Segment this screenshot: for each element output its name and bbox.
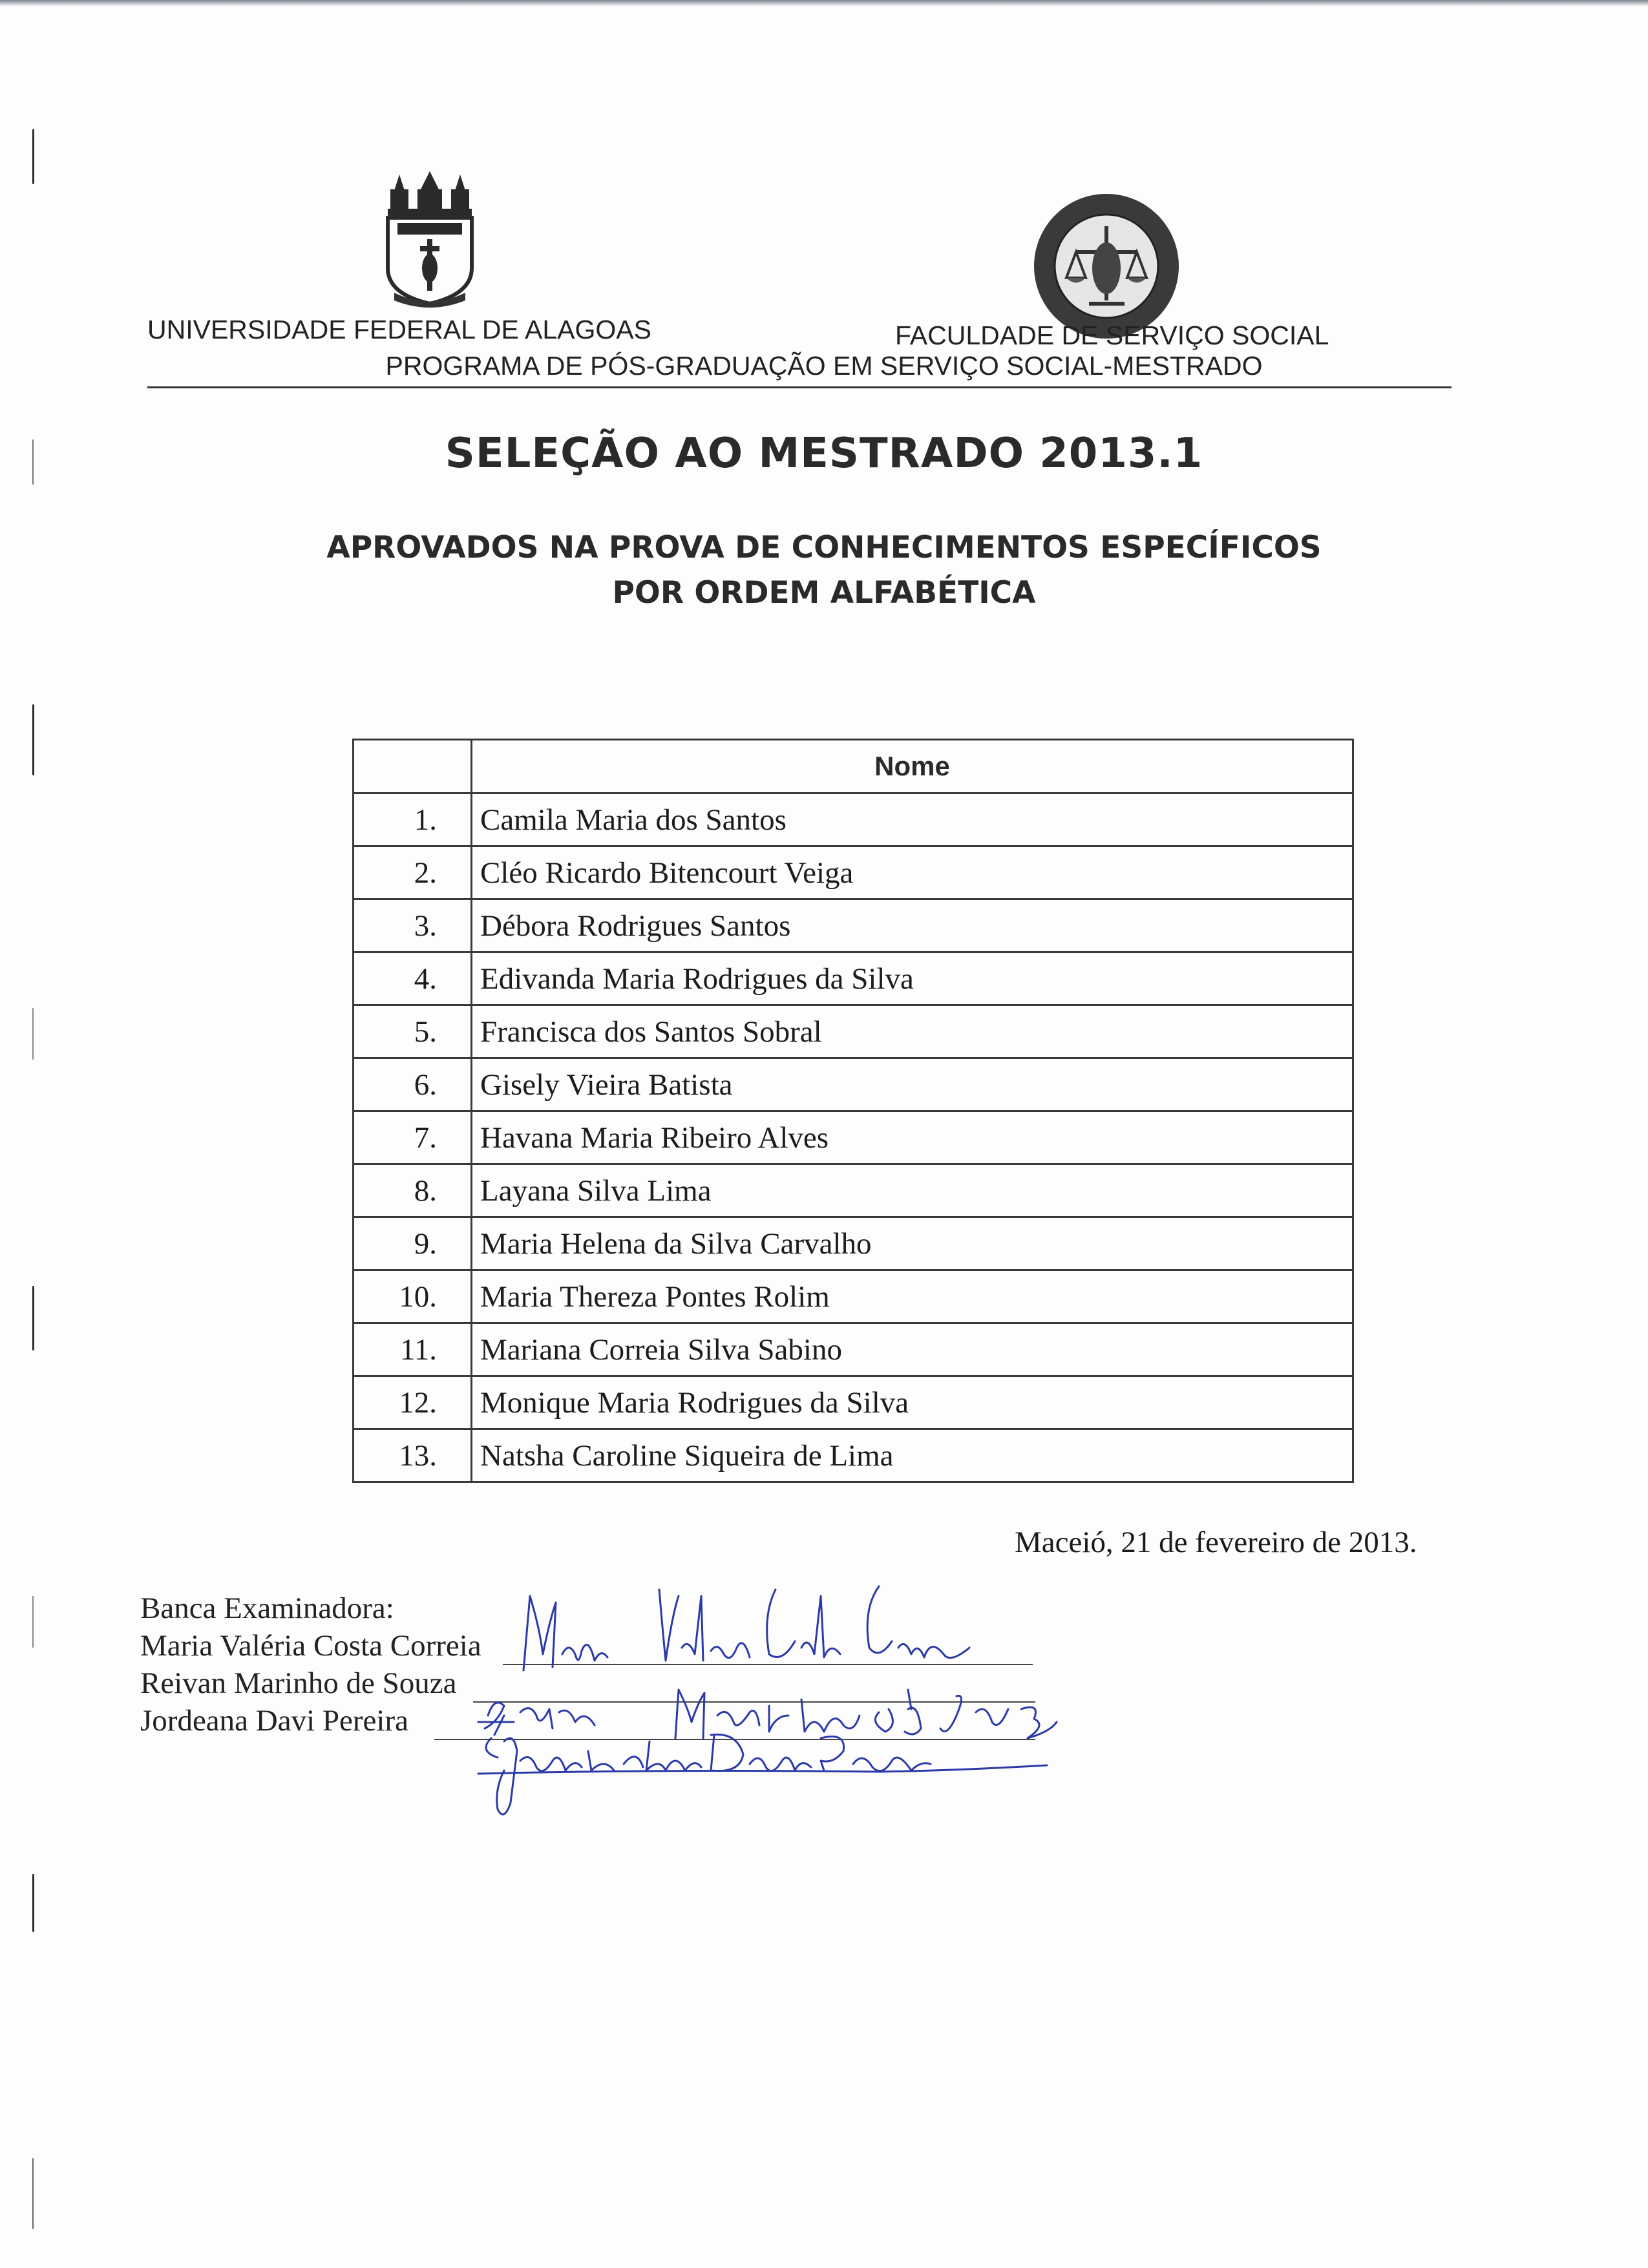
handwritten-signatures — [465, 1577, 1079, 1822]
page-subtitle-line1: APROVADOS NA PROVA DE CONHECIMENTOS ESPECÍFICOS — [326, 530, 1322, 565]
candidate-name: Monique Maria Rodrigues da Silva — [472, 1376, 1353, 1429]
scan-edge — [0, 0, 1648, 6]
committee-heading: Banca Examinadora: — [140, 1591, 394, 1625]
table-row — [354, 793, 1353, 846]
candidate-name: Maria Thereza Pontes Rolim — [472, 1270, 1353, 1323]
table-row — [354, 846, 1353, 899]
university-name: UNIVERSIDADE FEDERAL DE ALAGOAS — [147, 315, 651, 344]
table-row — [354, 952, 1353, 1005]
row-number: 4. — [354, 952, 472, 1005]
scan-mark — [32, 704, 34, 775]
approved-candidates-table — [352, 739, 1354, 1483]
candidate-name: Débora Rodrigues Santos — [472, 899, 1353, 952]
row-number: 2. — [354, 846, 472, 899]
candidate-name: Mariana Correia Silva Sabino — [472, 1323, 1353, 1376]
candidate-name: Havana Maria Ribeiro Alves — [472, 1111, 1353, 1164]
candidate-name: Layana Silva Lima — [472, 1164, 1353, 1217]
row-number: 5. — [354, 1005, 472, 1058]
fss-seal-icon — [1031, 191, 1183, 342]
header-divider — [147, 386, 1452, 388]
table-row — [354, 1429, 1353, 1482]
scan-mark — [32, 1008, 34, 1060]
scan-mark — [32, 1596, 34, 1648]
table-row — [354, 1217, 1353, 1270]
table-row — [354, 1323, 1353, 1376]
row-number: 12. — [354, 1376, 472, 1429]
candidate-name: Francisca dos Santos Sobral — [472, 1005, 1353, 1058]
table-row — [354, 899, 1353, 952]
row-number: 10. — [354, 1270, 472, 1323]
candidate-name: Cléo Ricardo Bitencourt Veiga — [472, 846, 1353, 899]
scan-mark — [32, 1874, 34, 1932]
candidate-name: Maria Helena da Silva Carvalho — [472, 1217, 1353, 1270]
row-number: 11. — [354, 1323, 472, 1376]
table-row — [354, 1270, 1353, 1323]
scan-mark — [32, 2158, 34, 2229]
ufal-coat-of-arms-icon — [381, 171, 478, 310]
row-number: 8. — [354, 1164, 472, 1217]
committee-member-2: Reivan Marinho de Souza — [140, 1666, 457, 1700]
column-header-name: Nome — [472, 740, 1353, 793]
table-body — [354, 793, 1353, 1482]
candidate-name: Edivanda Maria Rodrigues da Silva — [472, 952, 1353, 1005]
table-row — [354, 1164, 1353, 1217]
column-header-number — [354, 740, 472, 793]
scan-mark — [32, 1286, 34, 1350]
row-number: 3. — [354, 899, 472, 952]
table-row — [354, 1005, 1353, 1058]
faculty-name: FACULDADE DE SERVIÇO SOCIAL — [895, 320, 1329, 350]
program-name: PROGRAMA DE PÓS-GRADUAÇÃO EM SERVIÇO SOCIAL-MESTRADO — [385, 351, 1263, 381]
candidate-name: Natsha Caroline Siqueira de Lima — [472, 1429, 1353, 1482]
date-line: Maceió, 21 de fevereiro de 2013. — [1015, 1526, 1417, 1559]
row-number: 1. — [354, 793, 472, 846]
committee-member-1: Maria Valéria Costa Correia — [140, 1629, 481, 1663]
table-header-row — [354, 740, 1353, 793]
row-number: 9. — [354, 1217, 472, 1270]
row-number: 7. — [354, 1111, 472, 1164]
committee-member-3: Jordeana Davi Pereira — [140, 1704, 408, 1738]
scan-mark — [32, 129, 34, 184]
candidate-name: Camila Maria dos Santos — [472, 793, 1353, 846]
candidate-name: Gisely Vieira Batista — [472, 1058, 1353, 1111]
page-subtitle-line2: POR ORDEM ALFABÉTICA — [612, 575, 1036, 611]
row-number: 6. — [354, 1058, 472, 1111]
table-row — [354, 1111, 1353, 1164]
table-row — [354, 1376, 1353, 1429]
row-number: 13. — [354, 1429, 472, 1482]
page-title: SELEÇÃO AO MESTRADO 2013.1 — [445, 430, 1203, 478]
table-row — [354, 1058, 1353, 1111]
